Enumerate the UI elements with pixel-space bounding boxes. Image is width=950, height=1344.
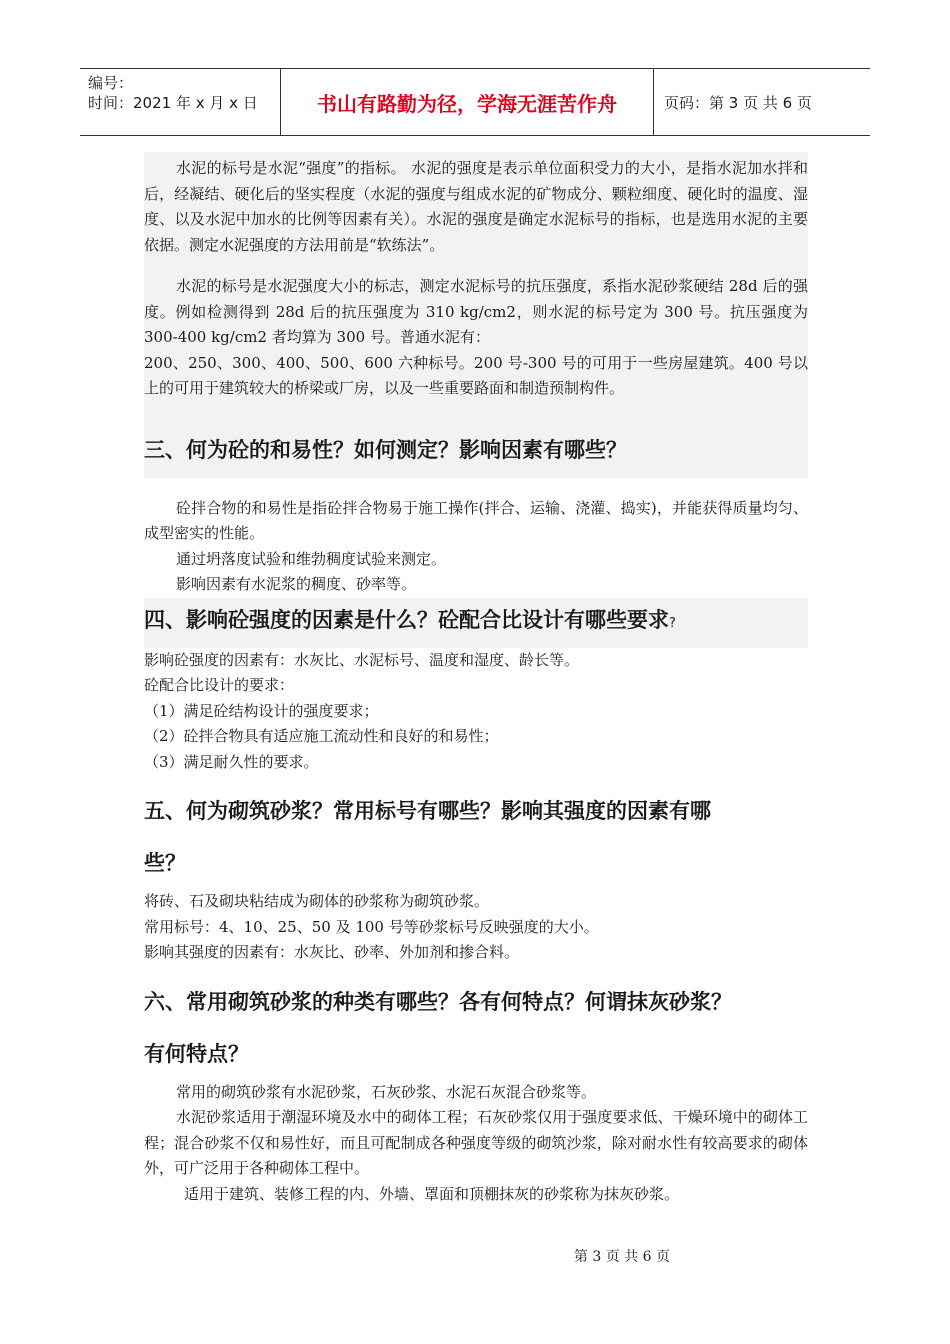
section-5-line-3: 影响其强度的因素有：水灰比、砂率、外加剂和掺合料。 — [144, 943, 520, 961]
section-5-line-2: 常用标号：4、10、25、50 及 100 号等砂浆标号反映强度的大小。 — [144, 917, 599, 936]
section-4-line-3: （1）满足砼结构设计的强度要求； — [144, 701, 379, 720]
section-6-paragraph-2: 水泥砂浆适用于潮湿环境及水中的砌体工程；石灰砂浆仅用于强度要求低、干燥环境中的砌体工程；混合砂浆不仅和易性好，而且可配制成各种强度等级的砌筑沙浆，除对耐水性有较高要求的砌体外，可广泛用于各种砌体工程中。 — [144, 1108, 808, 1177]
section-4-line-5: （3）满足耐久性的要求。 — [144, 752, 319, 771]
section-6-title-line-2: 有何特点？ — [144, 1041, 249, 1066]
page-footer: 第 3 页 共 6 页 — [573, 1249, 670, 1265]
section-4-title — [144, 602, 808, 642]
section-4-line-2: 砼配合比设计的要求： — [144, 676, 295, 694]
section-3-title: 三、何为砼的和易性？如何测定？影响因素有哪些？ — [144, 437, 627, 462]
section-4-line-4: （2）砼拌合物具有适应施工流动性和良好的和易性； — [144, 727, 499, 745]
header-meta — [80, 69, 281, 135]
section-3-heading-block — [144, 418, 808, 478]
section-5-title-line-2: 些？ — [144, 851, 186, 875]
header-motto: 书山有路勤为径，学海无涯苦作舟 — [281, 69, 654, 135]
section-5-title-line-1: 五、何为砌筑砂浆？常用标号有哪些？影响其强度的因素有哪 — [144, 799, 711, 823]
section-6-title-line-1: 六、常用砌筑砂浆的种类有哪些？各有何特点？何谓抹灰砂浆？ — [144, 989, 732, 1014]
section-4-title-suffix: ? — [669, 615, 676, 631]
cement-paragraph-1: 水泥的标号是水泥“强度”的指标。 水泥的强度是表示单位面积受力的大小，是指水泥加水拌和后，经凝结、硬化后的坚实程度（水泥的强度与组成水泥的矿物成分、颗粒细度、硬化时的温度、湿度、以及水泥中加水的比例等因素有关）。水泥的强度是确定水泥标号的指标，也是选用水泥的主要依据。测定水泥强度的方法用前是“软练法”。 — [144, 159, 808, 254]
section-4-title-text: 四、影响砼强度的因素是什么？砼配合比设计有哪些要求 — [144, 607, 669, 632]
section-6-paragraph-1: 常用的砌筑砂浆有水泥砂浆，石灰砂浆、水泥石灰混合砂浆等。 — [176, 1082, 597, 1101]
section-3-paragraph-2: 通过坍落度试验和维勃稠度试验来测定。 — [176, 549, 447, 568]
cement-paragraph-3: 200、250、300、400、500、600 六种标号。200 号-300 号的可用于一些房屋建筑。400 号以上的可用于建筑较大的桥梁或厂房，以及一些重要路面和制造预制构件。 — [144, 353, 808, 397]
page-header — [80, 68, 870, 136]
section-4-heading-block — [144, 598, 808, 648]
page-content — [144, 152, 808, 1207]
section-5-line-1: 将砖、石及砌块粘结成为砌体的砂浆称为砌筑砂浆。 — [144, 892, 490, 910]
section-6-paragraph-3: 适用于建筑、装修工程的内、外墙、罩面和顶棚抹灰的砂浆称为抹灰砂浆。 — [184, 1184, 680, 1203]
section-3-paragraph-3: 影响因素有水泥浆的稠度、砂率等。 — [176, 575, 417, 593]
section-4-line-1: 影响砼强度的因素有：水灰比、水泥标号、温度和湿度、龄长等。 — [144, 650, 580, 669]
cement-paragraph-2: 水泥的标号是水泥强度大小的标志，测定水泥标号的抗压强度，系指水泥砂浆硬结 28d 后的强度。例如检测得到 28d 后的抗压强度为 310 kg/cm2，则水泥的标号定为 300 号。抗压强度为 300-400 kg/cm2 者均算为 300 号。普通水泥有： — [144, 277, 808, 346]
cement-strength-block — [144, 152, 808, 270]
cement-grade-block — [144, 270, 808, 418]
document-date-label: 时间：2021 年 x 月 x 日 — [88, 94, 258, 112]
header-page-label: 页码：第 3 页 共 6 页 — [664, 93, 812, 112]
document-number-label: 编号： — [88, 74, 134, 92]
section-3-paragraph-1: 砼拌合物的和易性是指砼拌合物易于施工操作(拌合、运输、浇灌、捣实)，并能获得质量均匀、成型密实的性能。 — [144, 498, 808, 542]
